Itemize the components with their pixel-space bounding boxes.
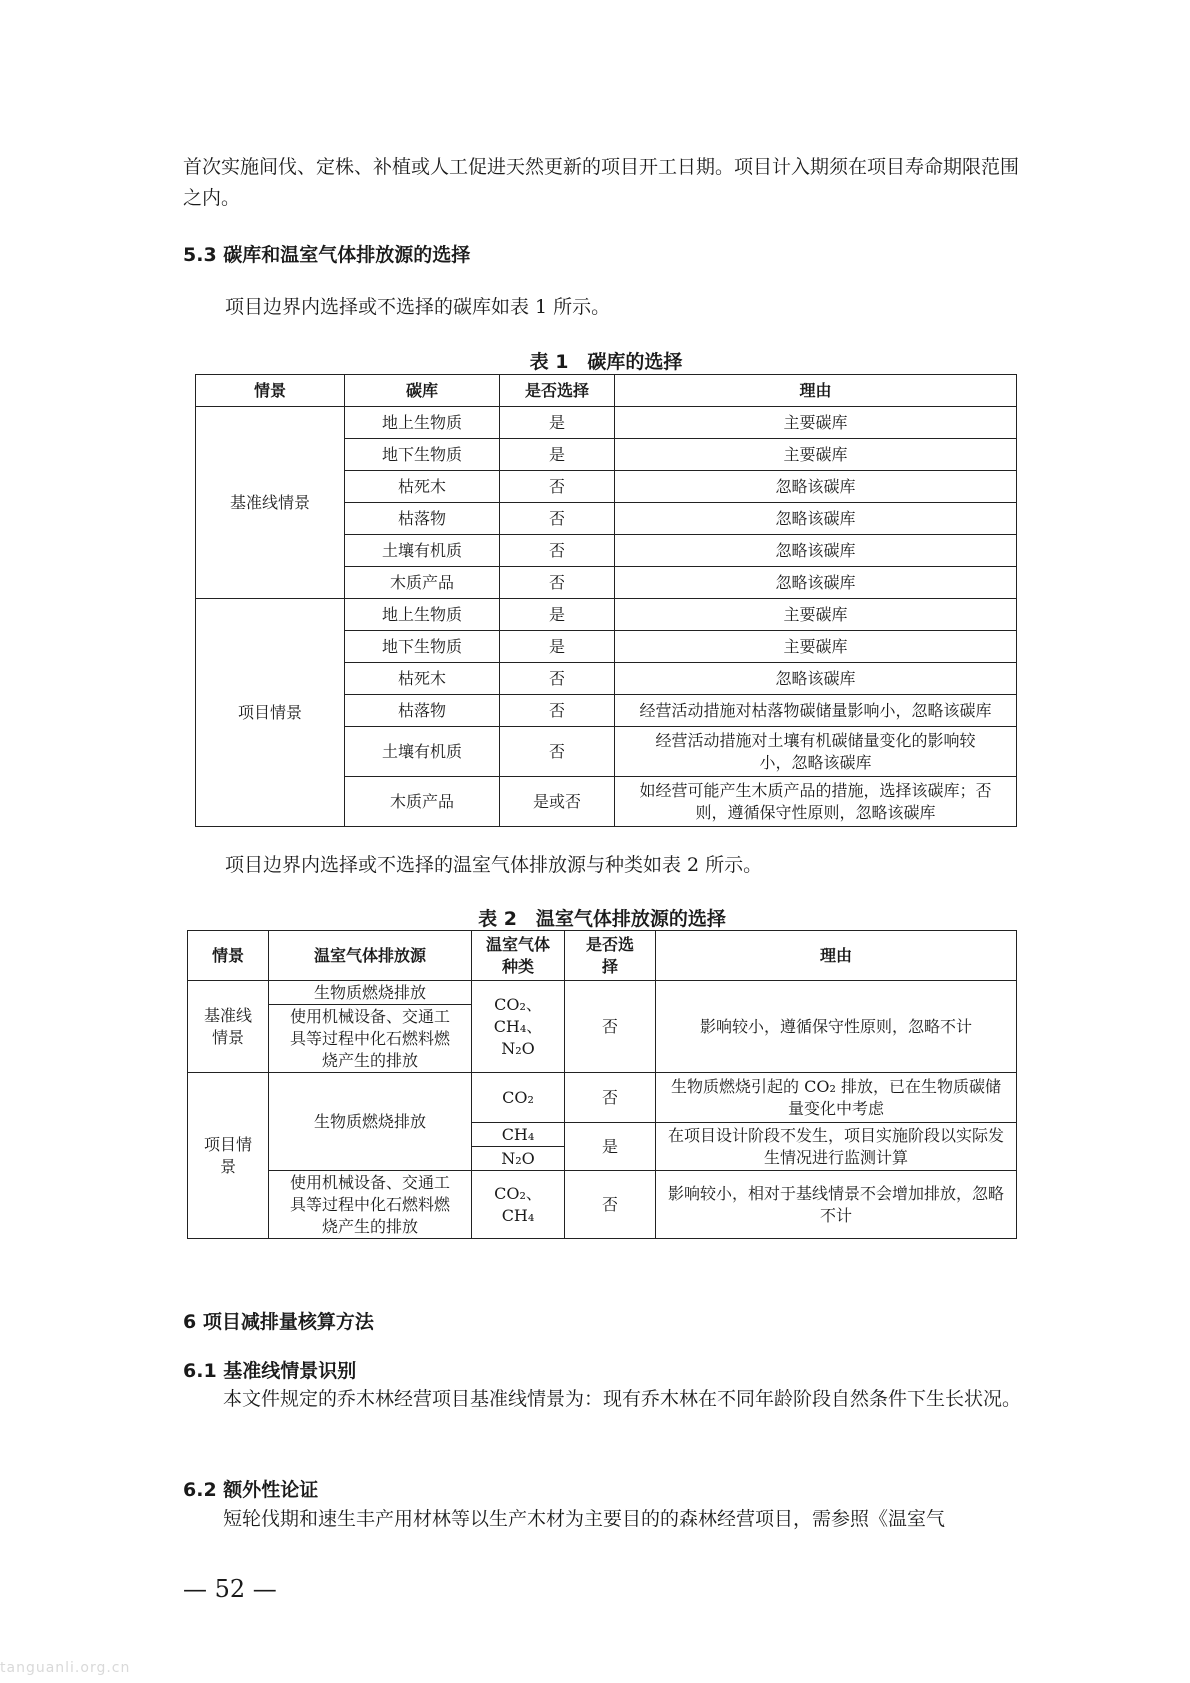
t1-pool: 木质产品	[345, 777, 500, 827]
t1-scenario-project: 项目情景	[196, 599, 345, 827]
t1-sel: 否	[500, 503, 615, 535]
t1-reason: 忽略该碳库	[615, 503, 1017, 535]
t1-sel: 是	[500, 439, 615, 471]
t1-reason: 忽略该碳库	[615, 535, 1017, 567]
t1-pool: 枯落物	[345, 503, 500, 535]
t2-source: 使用机械设备、交通工具等过程中化石燃料燃烧产生的排放	[269, 1171, 472, 1239]
t1-header-pool: 碳库	[345, 375, 500, 407]
t2-source: 生物质燃烧排放	[269, 981, 472, 1005]
t1-pool: 木质产品	[345, 567, 500, 599]
t1-pool: 地下生物质	[345, 439, 500, 471]
t2-sel: 否	[565, 1171, 656, 1239]
t2-source: 使用机械设备、交通工具等过程中化石燃料燃烧产生的排放	[269, 1005, 472, 1073]
t1-reason: 主要碳库	[615, 599, 1017, 631]
t1-pool: 土壤有机质	[345, 535, 500, 567]
t1-pool: 土壤有机质	[345, 727, 500, 777]
t2-reason: 生物质燃烧引起的 CO₂ 排放，已在生物质碳储量变化中考虑	[656, 1073, 1017, 1123]
table1-caption: 表 1 碳库的选择	[529, 351, 683, 373]
t1-reason: 忽略该碳库	[615, 567, 1017, 599]
table-row	[196, 407, 1017, 439]
t1-header-selected: 是否选择	[500, 375, 615, 407]
t1-reason: 如经营可能产生木质产品的措施，选择该碳库；否则，遵循保守性原则，忽略该碳库	[615, 777, 1017, 827]
t2-reason: 在项目设计阶段不发生，项目实施阶段以实际发生情况进行监测计算	[656, 1123, 1017, 1171]
t1-pool: 地下生物质	[345, 631, 500, 663]
t2-gas: CO₂	[472, 1073, 565, 1123]
t1-sel: 否	[500, 567, 615, 599]
table1	[195, 374, 1017, 827]
t1-sel: 是或否	[500, 777, 615, 827]
t1-sel: 否	[500, 695, 615, 727]
table2	[187, 930, 1017, 1239]
t1-pool: 枯死木	[345, 663, 500, 695]
t2-sel: 否	[565, 981, 656, 1073]
t2-header-reason: 理由	[656, 931, 1017, 981]
t2-sel: 否	[565, 1073, 656, 1123]
t2-header-source: 温室气体排放源	[269, 931, 472, 981]
t1-sel: 是	[500, 599, 615, 631]
t1-reason: 经营活动措施对枯落物碳储量影响小，忽略该碳库	[615, 695, 1017, 727]
watermark: tanguanli.org.cn	[0, 1660, 131, 1676]
t1-sel: 否	[500, 663, 615, 695]
t2-sel: 是	[565, 1123, 656, 1171]
table-row	[188, 981, 1017, 1005]
t2-gas: N₂O	[472, 1147, 565, 1171]
section-heading-6-2: 6.2 额外性论证	[183, 1479, 319, 1501]
t1-sel: 是	[500, 407, 615, 439]
t1-reason: 主要碳库	[615, 439, 1017, 471]
t1-sel: 否	[500, 727, 615, 777]
section-heading-6: 6 项目减排量核算方法	[183, 1311, 374, 1333]
table1-intro: 项目边界内选择或不选择的碳库如表 1 所示。	[225, 296, 611, 318]
table2-intro: 项目边界内选择或不选择的温室气体排放源与种类如表 2 所示。	[225, 854, 763, 876]
t2-source: 生物质燃烧排放	[269, 1073, 472, 1171]
t1-pool: 地上生物质	[345, 599, 500, 631]
t2-reason: 影响较小，相对于基线情景不会增加排放，忽略不计	[656, 1171, 1017, 1239]
intro-paragraph: 首次实施间伐、定株、补植或人工促进天然更新的项目开工日期。项目计入期须在项目寿命期限范围之内。	[183, 156, 1020, 209]
paragraph-6-2: 短轮伐期和速生丰产用材林等以生产木材为主要目的的森林经营项目，需参照《温室气	[223, 1508, 946, 1530]
t1-reason: 忽略该碳库	[615, 471, 1017, 503]
page-number: — 52 —	[183, 1575, 277, 1603]
t1-sel: 否	[500, 535, 615, 567]
t1-reason: 主要碳库	[615, 631, 1017, 663]
table-row	[188, 1073, 1017, 1123]
t1-pool: 枯死木	[345, 471, 500, 503]
t1-reason: 经营活动措施对土壤有机碳储量变化的影响较小，忽略该碳库	[615, 727, 1017, 777]
t1-pool: 地上生物质	[345, 407, 500, 439]
section-heading-6-1: 6.1 基准线情景识别	[183, 1360, 357, 1382]
t2-gas: CO₂、CH₄、N₂O	[472, 981, 565, 1073]
section-heading-5-3: 5.3 碳库和温室气体排放源的选择	[183, 244, 471, 266]
paragraph-6-1: 本文件规定的乔木林经营项目基准线情景为：现有乔木林在不同年龄阶段自然条件下生长状况。	[223, 1388, 1022, 1410]
t1-scenario-baseline: 基准线情景	[196, 407, 345, 599]
t1-header-reason: 理由	[615, 375, 1017, 407]
t2-header-gas: 温室气体种类	[472, 931, 565, 981]
t2-scenario-project: 项目情景	[188, 1073, 269, 1239]
t1-header-scenario: 情景	[196, 375, 345, 407]
t2-reason: 影响较小，遵循保守性原则，忽略不计	[656, 981, 1017, 1073]
t2-gas: CH₄	[472, 1123, 565, 1147]
t2-header-selected: 是否选择	[565, 931, 656, 981]
t2-header-scenario: 情景	[188, 931, 269, 981]
t1-pool: 枯落物	[345, 695, 500, 727]
t1-sel: 是	[500, 631, 615, 663]
t1-sel: 否	[500, 471, 615, 503]
t1-reason: 主要碳库	[615, 407, 1017, 439]
table-row	[196, 599, 1017, 631]
t2-gas: CO₂、CH₄	[472, 1171, 565, 1239]
t2-scenario-baseline: 基准线情景	[188, 981, 269, 1073]
t1-reason: 忽略该碳库	[615, 663, 1017, 695]
table-row	[188, 1171, 1017, 1239]
table2-caption: 表 2 温室气体排放源的选择	[478, 908, 726, 930]
